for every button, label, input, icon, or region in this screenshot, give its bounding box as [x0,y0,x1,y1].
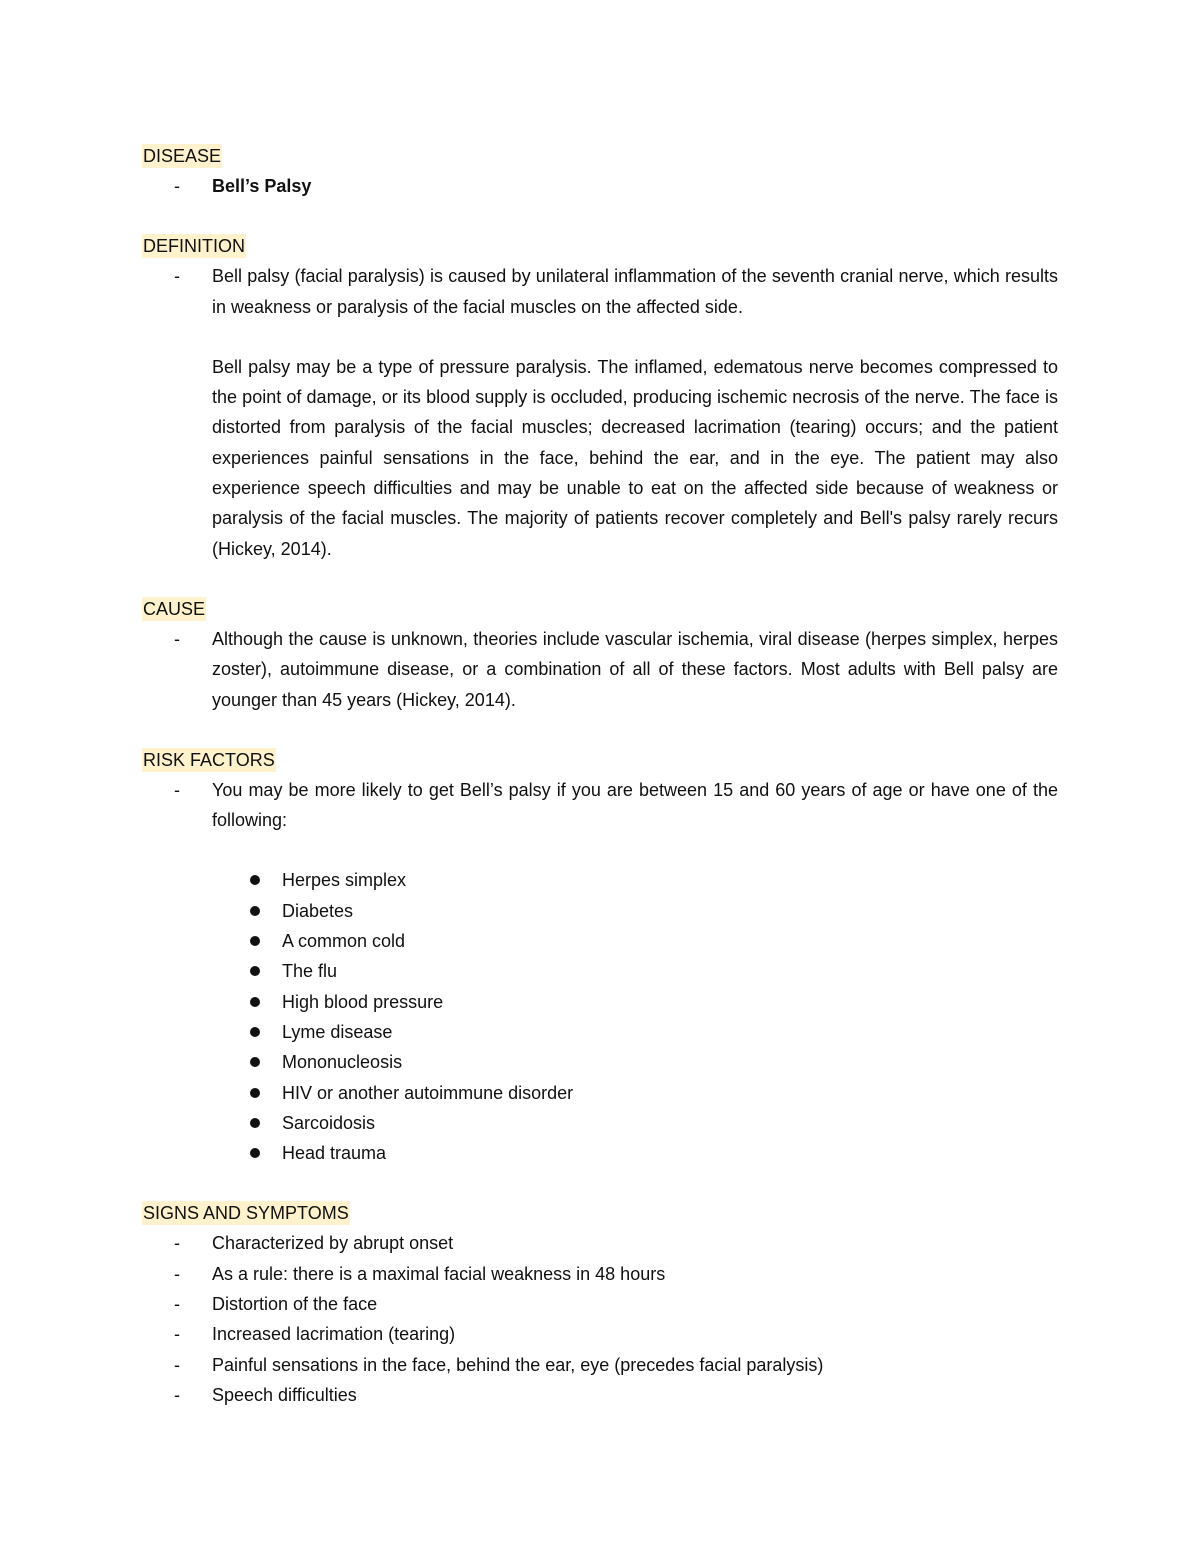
dash-marker: - [174,266,180,287]
list-item: - Distortion of the face [142,1289,1058,1319]
disease-name-item [142,171,1058,201]
section-heading-definition: DEFINITION [143,236,245,257]
list-item: HIV or another autoimmune disorder [282,1078,1058,1108]
list-item: A common cold [282,926,1058,956]
list-item: Herpes simplex [282,865,1058,895]
bullet-dot-icon [250,1027,260,1037]
list-item: - Characterized by abrupt onset [142,1228,1058,1258]
section-heading-cause: CAUSE [143,598,206,619]
list-item: - Painful sensations in the face, behind the ear, eye (precedes facial paralysis) [142,1350,1058,1380]
dash-marker: - [174,176,180,196]
section-heading-signs-symptoms: SIGNS AND SYMPTOMS [143,1203,349,1224]
bullet-dot-icon [250,1148,260,1158]
list-item: Diabetes [282,896,1058,926]
list-item: Sarcoidosis [282,1108,1058,1138]
disease-name: Bell’s Palsy [212,176,312,196]
dash-marker: - [174,1294,180,1315]
bullet-dot-icon [250,1118,260,1128]
risk-factors-intro: You may be more likely to get Bell’s palsy if you are between 15 and 60 years of age or have one of the following: [212,779,1058,831]
dash-marker: - [174,779,180,800]
document-content [142,141,1058,1410]
cause-text: Although the cause is unknown, theories include vascular ischemia, viral disease (herpes simplex, herpes zoster), autoimmune disease, or a combination of all of these factors. Most adults with Bell palsy are younger than 45 years (Hickey, 2014). [212,628,1058,710]
section-heading-risk-factors: RISK FACTORS [143,749,275,770]
section-heading-disease: DISEASE [143,146,222,166]
definition-paragraph-2: Bell palsy may be a type of pressure paralysis. The inflamed, edematous nerve becomes compressed to the point of damage, or its blood supply is occluded, producing ischemic necrosis of the nerve. The face is distorted from paralysis of the facial muscles; decreased lacrimation (tearing) occurs; and the patient experiences painful sensations in the face, behind the ear, and in the eye. The patient may also experience speech difficulties and may be unable to eat on the affected side because of weakness or paralysis of the facial muscles. The majority of patients recover completely and Bell's palsy rarely recurs (Hickey, 2014). [212,356,1058,559]
dash-marker: - [174,1324,180,1345]
dash-marker: - [174,1354,180,1375]
list-item: - Speech difficulties [142,1380,1058,1410]
definition-item [142,261,1058,564]
cause-item [142,624,1058,715]
dash-marker: - [174,1263,180,1284]
bullet-dot-icon [250,997,260,1007]
bullet-dot-icon [250,1088,260,1098]
bullet-dot-icon [250,875,260,885]
signs-list [142,1228,1058,1410]
list-item: - Increased lacrimation (tearing) [142,1319,1058,1349]
dash-marker: - [174,1384,180,1405]
list-item: High blood pressure [282,987,1058,1017]
bullet-dot-icon [250,1057,260,1067]
dash-marker: - [174,628,180,649]
dash-marker: - [174,1233,180,1254]
risk-factors-intro-item [142,775,1058,836]
bullet-dot-icon [250,936,260,946]
list-item: Lyme disease [282,1017,1058,1047]
bullet-dot-icon [250,906,260,916]
list-item: - As a rule: there is a maximal facial weakness in 48 hours [142,1259,1058,1289]
bullet-dot-icon [250,966,260,976]
list-item: Mononucleosis [282,1047,1058,1077]
list-item: Head trauma [282,1138,1058,1168]
risk-factors-list [142,865,1058,1168]
definition-paragraph-1: Bell palsy (facial paralysis) is caused by unilateral inflammation of the seventh cranial nerve, which results in weakness or paralysis of the facial muscles on the affected side. [212,266,1058,317]
list-item: The flu [282,956,1058,986]
